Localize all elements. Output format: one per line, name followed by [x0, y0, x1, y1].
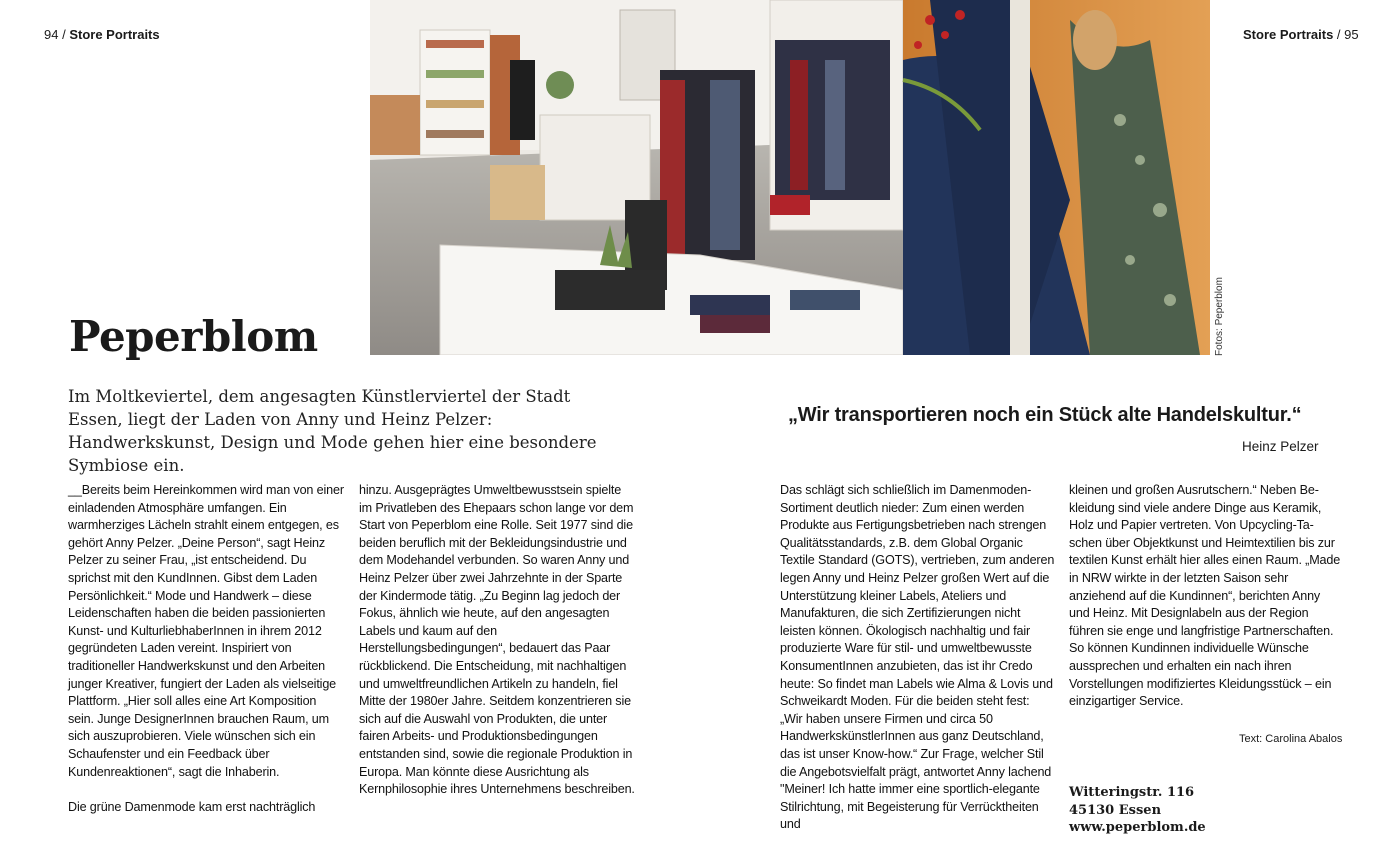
article-lead: Im Moltkeviertel, dem angesagten Künstlerviertel der Stadt Essen, liegt der Laden von Anny und Heinz Pelzer: Handwerkskunst, Design und Mode gehen hier eine besondere Symbiose ein.: [68, 387, 597, 475]
store-photo: [370, 0, 1210, 355]
address-website: www.peperblom.de: [1069, 820, 1206, 835]
left-section-label: Store Portraits: [69, 27, 160, 42]
clothing-detail-photo: [903, 0, 1210, 355]
body-paragraph: kleinen und großen Ausrutschern.“ Neben Bekleidung sind viele andere Dinge aus Keramik, Holz und Papier vertreten. Von Upcycling-Taschen über Objektkunst und Heimtextilien bis zur textilen Kunst erhält hier alles einen Raum. „Made in NRW wirkte in der letzten Saison sehr anziehend auf die Kundinnen“, berichten Anny und Heinz. Mit Designlabeln aus der Region führen sie enge und langfristige Partnerschaften. So können Kundinnen individuelle Wünsche aussprechen und erhalten ein nach ihren Vorstellungen modifiziertes Kleidungsstück – ein einzigartiger Service.: [1069, 483, 1341, 709]
body-paragraph: Das schlägt sich schließlich im Damenmoden-Sortiment deutlich nieder: Zum einen werden Produkte aus Fertigungsbetrieben nach strengen Qualitätsstandards, z.B. dem Global Organic Textile Standard (GOTS), vertrieben, zum anderen legen Anny und Heinz Pelzer großen Wert auf die Unterstützung kleiner Labels, Ateliers und Manufakturen, die sich Zertifizierungen nicht leisten können. Ökologisch nachhaltig und fair produzierte Ware für stil- und umweltbewusste KonsumentInnen anzubieten, das ist ihr Credo heute: So findet man Labels wie Alma & Lovis und Schweikardt Moden. Für die beiden steht fest: „Wir haben unsere Firmen und circa 50 HandwerkskünstlerInnen aus ganz Deutschland, das ist unser Know-how.“ Zur Frage, welcher Stil die Angebotsvielfalt prägt, antwortet Anny lachend "Meiner! Ich hatte immer eine sportlich-elegante Stilrichtung, mit Begeisterung für Verrücktheiten und: [780, 483, 1055, 832]
address-street: Witteringstr. 116: [1069, 785, 1195, 800]
body-column-1: [68, 482, 344, 816]
body-paragraph: Die grüne Damenmode kam erst nachträglich: [68, 799, 316, 814]
body-column-2: [359, 482, 635, 799]
right-page-number: 95: [1344, 27, 1359, 42]
pull-quote: „Wir transportieren noch ein Stück alte Handelskultur.“: [788, 404, 1302, 426]
left-page-number: 94: [44, 27, 59, 42]
address-city: 45130 Essen: [1069, 802, 1162, 818]
pull-quote-attribution: Heinz Pelzer: [1242, 439, 1319, 454]
left-page-folio: 94 / Store Portraits: [44, 27, 160, 42]
body-column-3: [780, 482, 1055, 834]
body-paragraph: __Bereits beim Hereinkommen wird man von einer einladenden Atmosphäre umfangen. Ein warmherziges Lächeln strahlt einem entgegen, es gehört Anny Pelzer. „Deine Person“, sagt Heinz Pelzer zu seiner Frau, „ist entscheidend. Du sprichst mit den KundInnen. Gibst dem Laden Persönlichkeit.“ Mode und Handwerk – diese Leidenschaften haben die beiden passionierten Kunst- und KulturliebhaberInnen in ihrem 2012 gegründeten Laden vereint. Inspiriert von traditioneller Handwerkskunst und den Arbeiten junger Kreativer, fungiert der Laden als vielseitige Plattform. „Hier soll alles eine Art Komposition sein. Junge DesignerInnen brauchen Raum, um sich auszuprobieren. Viele wünschen sich ein Schaufenster und ein Feedback über Kundenreaktionen“, sagt die Inhaberin.: [68, 483, 344, 779]
article-title: Peperblom: [69, 312, 318, 361]
right-section-label: Store Portraits: [1243, 27, 1334, 42]
photo-credit: Fotos: Peperblom: [1214, 277, 1225, 356]
body-paragraph: hinzu. Ausgeprägtes Umweltbewusstsein spielte im Privatleben des Ehepaars schon lange vor dem Start von Peperblom eine Rolle. Seit 1977 sind die beiden beruflich mit der Bekleidungsindustrie und dem Modehandel verbunden. So waren Anny und Heinz Pelzer über zwei Jahrzehnte in der Sparte der Kindermode tätig. „Zu Beginn lag jedoch der Fokus, ähnlich wie heute, auf den angesagten Labels und kaum auf den Herstellungsbedingungen“, bedauert das Paar rückblickend. Die Entscheidung, mit nachhaltigen und umweltfreundlichen Artikeln zu handeln, fiel Mitte der 1980er Jahre. Seitdem konzentrieren sie sich auf die Auswahl von Produkten, die unter fairen Arbeits- und Produktionsbedingungen entstanden sind, sowie die regionale Produktion in Europa. Man könnte diese Ausrichtung als Kernphilosophie ihres Unternehmens beschreiben.: [359, 483, 635, 797]
text-credit: Text: Carolina Abalos: [1239, 733, 1343, 745]
shop-interior-photo: [370, 0, 903, 355]
body-column-4: [1069, 482, 1341, 711]
right-page-folio: Store Portraits / 95: [1243, 27, 1359, 42]
store-address: [1069, 784, 1206, 837]
